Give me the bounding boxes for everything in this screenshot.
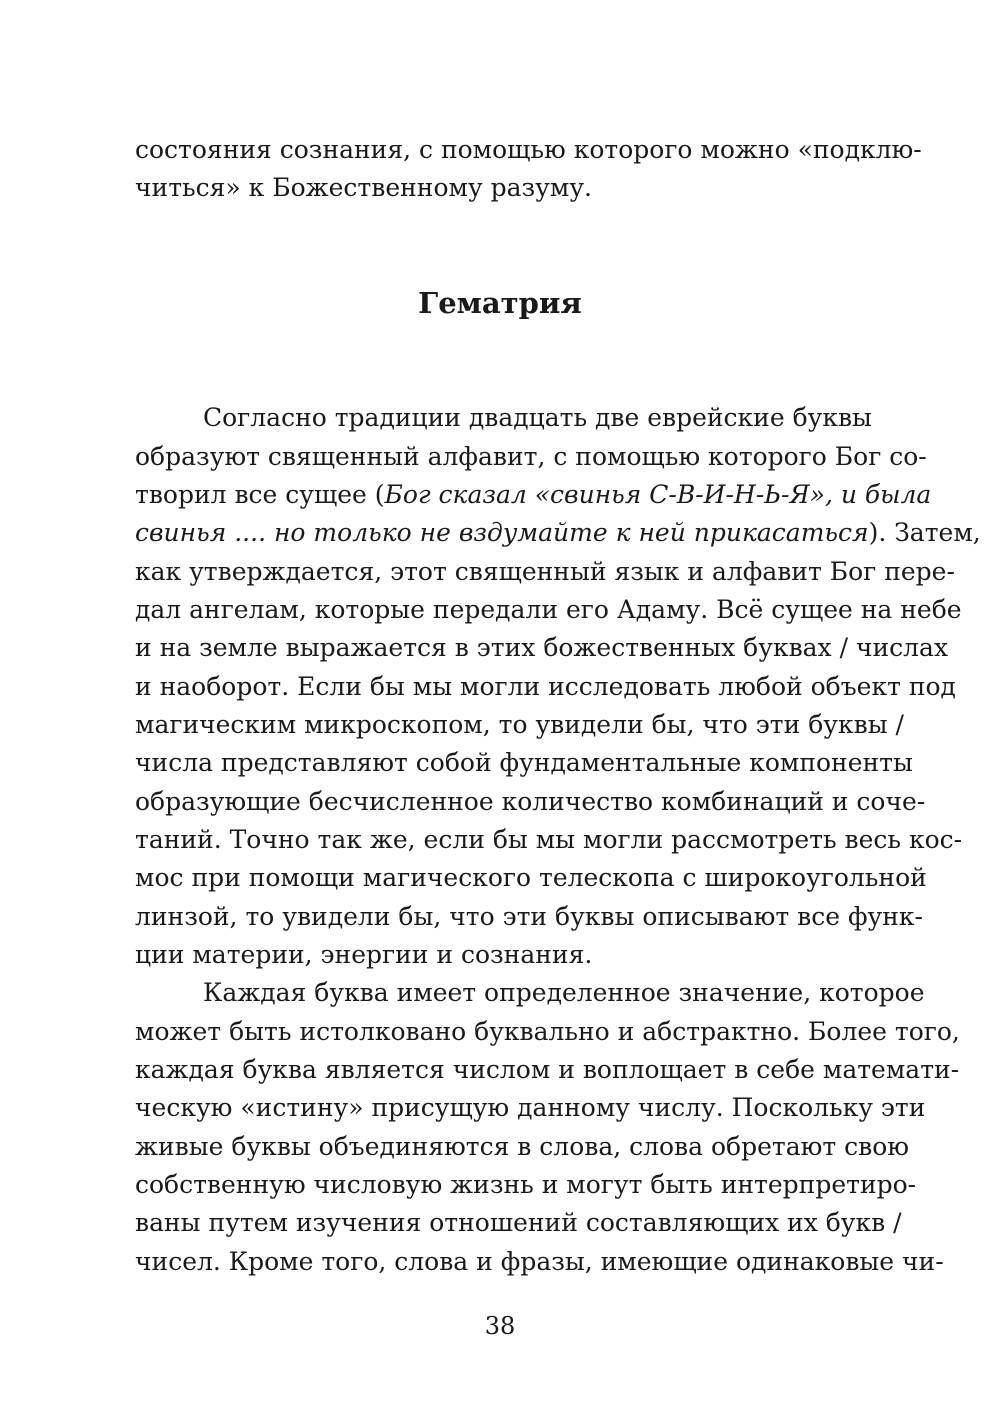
paragraph1-line-3-text: творил все сущее (: [135, 480, 385, 509]
paragraph1-line-15: ции материи, энергии и сознания.: [135, 940, 593, 969]
paragraph2-line-1: Каждая буква имеет определенное значение, которое: [203, 978, 925, 1007]
paragraph2-line-6: собственную числовую жизнь и могут быть интерпретиро-: [135, 1170, 917, 1199]
paragraph1-line-14: линзой, то увидели бы, что эти буквы описывают все функ-: [135, 902, 923, 931]
intro-line-1: состояния сознания, с помощью которого можно «подклю-: [135, 135, 922, 164]
paragraph2-line-7: ваны путем изучения отношений составляющих их букв /: [135, 1208, 902, 1237]
paragraph1-line-1: Согласно традиции двадцать две еврейские буквы: [203, 403, 872, 432]
paragraph1-line-10: числа представляют собой фундаментальные компоненты: [135, 748, 913, 777]
paragraph2-line-4: ческую «истину» присущую данному числу. Поскольку эти: [135, 1093, 926, 1122]
paragraph1-line-12: таний. Точно так же, если бы мы могли рассмотреть весь кос-: [135, 825, 963, 854]
intro-line-2: читься» к Божественному разуму.: [135, 173, 592, 202]
paragraph2-line-2: может быть истолковано буквально и абстрактно. Более того,: [135, 1017, 960, 1046]
paragraph1-line-13: мос при помощи магического телескопа с широкоугольной: [135, 863, 927, 892]
paragraph1-line-4-italic: свинья .... но только не вздумайте к ней прикасаться: [135, 518, 869, 547]
paragraph1-line-3: [135, 475, 932, 515]
paragraph1-line-4: [135, 513, 981, 553]
paragraph1-line-5: как утверждается, этот священный язык и алфавит Бог пере-: [135, 557, 955, 586]
page-number: 38: [484, 1312, 516, 1340]
paragraph1-line-11: образующие бесчисленное количество комбинаций и соче-: [135, 787, 926, 816]
paragraph1-line-9: магическим микроскопом, то увидели бы, что эти буквы /: [135, 710, 904, 739]
paragraph1-line-4-text: ). Затем,: [868, 518, 981, 547]
paragraph2-line-3: каждая буква является числом и воплощает в себе математи-: [135, 1055, 960, 1084]
paragraph1-line-8: и наоборот. Если бы мы могли исследовать любой объект под: [135, 672, 956, 701]
paragraph2-line-8: чисел. Кроме того, слова и фразы, имеющие одинаковые чи-: [135, 1247, 944, 1276]
paragraph1-line-7: и на земле выражается в этих божественных буквах / числах: [135, 633, 949, 662]
paragraph1-line-3-italic: Бог сказал «свинья С-В-И-Н-Ь-Я», и была: [384, 480, 932, 509]
paragraph2-line-5: живые буквы объединяются в слова, слова обретают свою: [135, 1132, 910, 1161]
paragraph1-line-6: дал ангелам, которые передали его Адаму. Всё сущее на небе: [135, 595, 962, 624]
paragraph1-line-2: образуют священный алфавит, с помощью которого Бог со-: [135, 442, 927, 471]
section-heading: Гематрия: [418, 286, 582, 320]
